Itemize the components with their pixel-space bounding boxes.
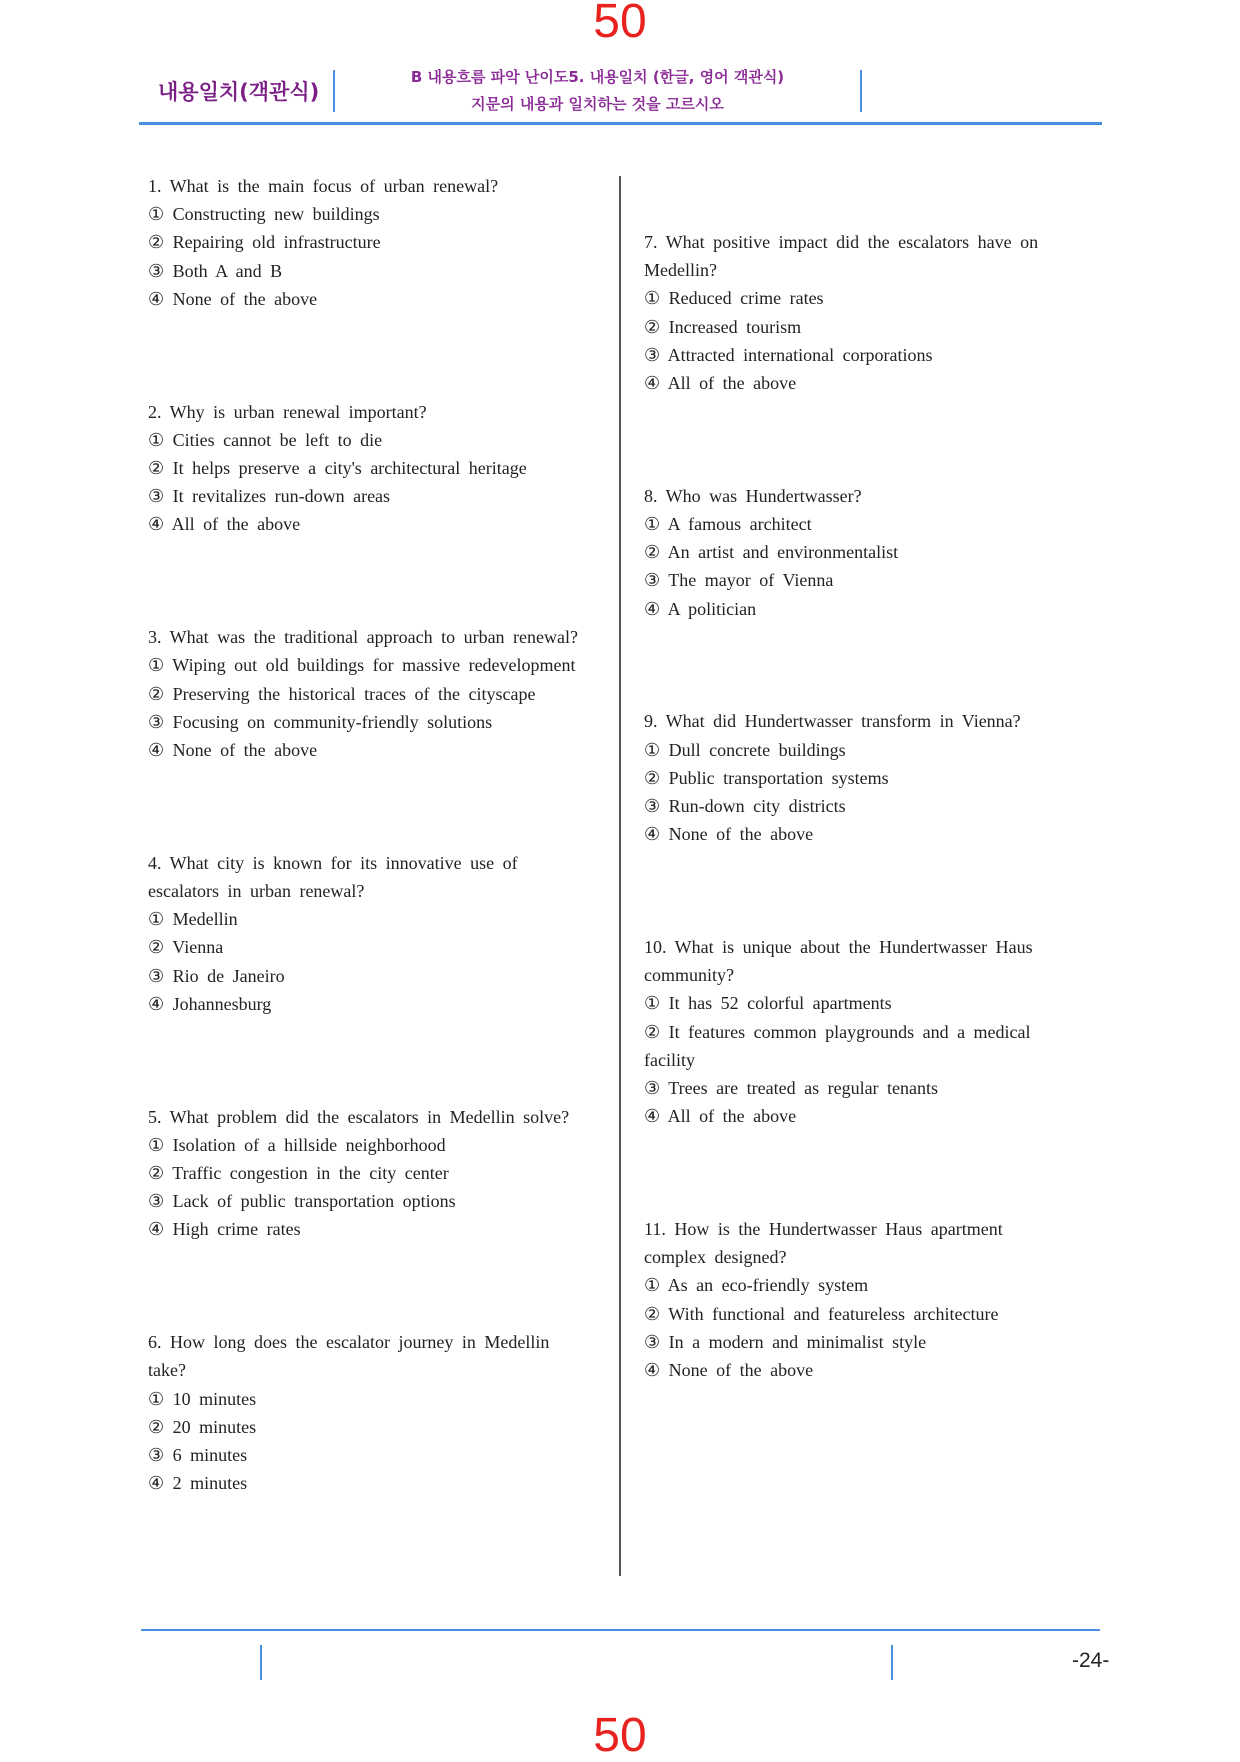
- answer-option: ③ The mayor of Vienna: [644, 570, 834, 591]
- answer-option: ② Increased tourism: [644, 316, 802, 337]
- answer-option: ④ All of the above: [148, 514, 301, 535]
- answer-option: ① A famous architect: [644, 514, 812, 535]
- question-4: [148, 849, 588, 1018]
- answer-option: ④ All of the above: [644, 1106, 797, 1127]
- answer-option: ② Preserving the historical traces of the cityscape: [148, 683, 536, 704]
- footer-divider-right: [891, 1645, 893, 1680]
- answer-option: ② Public transportation systems: [644, 767, 889, 788]
- question-text: 4. What city is known for its innovative use of escalators in urban renewal?: [148, 852, 518, 902]
- answer-option: ② Repairing old infrastructure: [148, 232, 381, 253]
- question-text: 2. Why is urban renewal important?: [148, 401, 427, 422]
- footer-page-label: -24-: [1072, 1649, 1110, 1672]
- answer-option: ② It features common playgrounds and a medical facility: [644, 1021, 1031, 1070]
- answer-option: ④ All of the above: [644, 373, 797, 394]
- header-rule: [139, 122, 1102, 125]
- header-subtitle-line2: 지문의 내용과 일치하는 것을 고르시오: [471, 95, 724, 113]
- right-column: [644, 228, 1064, 1384]
- answer-option: ③ Focusing on community-friendly solutions: [148, 711, 493, 732]
- question-text: 8. Who was Hundertwasser?: [644, 485, 862, 506]
- answer-option: ③ It revitalizes run-down areas: [148, 486, 391, 507]
- answer-option: ① Cities cannot be left to die: [148, 429, 383, 450]
- question-text: 10. What is unique about the Hundertwasser Haus community?: [644, 937, 1033, 986]
- question-9: [644, 707, 1064, 848]
- answer-option: ③ 6 minutes: [148, 1445, 248, 1466]
- question-5: [148, 1103, 588, 1244]
- answer-option: ④ Johannesburg: [148, 993, 272, 1014]
- answer-option: ③ Trees are treated as regular tenants: [644, 1078, 939, 1099]
- answer-option: ① 10 minutes: [148, 1388, 257, 1409]
- question-7: [644, 228, 1064, 397]
- footer-divider-left: [260, 1645, 262, 1680]
- question-text: 6. How long does the escalator journey in Medellin take?: [148, 1332, 550, 1381]
- answer-option: ② Traffic congestion in the city center: [148, 1163, 449, 1184]
- page-number-top: 50: [593, 0, 647, 48]
- answer-option: ③ Attracted international corporations: [644, 344, 933, 365]
- answer-option: ③ Both A and B: [148, 260, 283, 281]
- question-text: 3. What was the traditional approach to urban renewal?: [148, 627, 579, 648]
- answer-option: ① Isolation of a hillside neighborhood: [148, 1134, 446, 1155]
- answer-option: ① Dull concrete buildings: [644, 739, 846, 760]
- question-text: 5. What problem did the escalators in Medellin solve?: [148, 1106, 570, 1127]
- answer-option: ③ Run-down city districts: [644, 796, 846, 817]
- question-text: 11. How is the Hundertwasser Haus apartment complex designed?: [644, 1219, 1003, 1268]
- question-text: 7. What positive impact did the escalators have on Medellin?: [644, 232, 1039, 281]
- section-title: 내용일치(객관식): [158, 80, 320, 104]
- answer-option: ④ High crime rates: [148, 1219, 301, 1240]
- answer-option: ① Medellin: [148, 909, 238, 930]
- answer-option: ① Constructing new buildings: [148, 204, 380, 225]
- right-question-list: [644, 228, 1064, 1384]
- answer-option: ② An artist and environmentalist: [644, 542, 899, 563]
- header-divider-right: [860, 70, 862, 112]
- question-text: 1. What is the main focus of urban renewal?: [148, 176, 499, 196]
- question-3: [148, 623, 588, 764]
- answer-option: ② With functional and featureless architecture: [644, 1303, 999, 1324]
- answer-option: ③ Lack of public transportation options: [148, 1191, 456, 1212]
- question-2: [148, 398, 588, 539]
- answer-option: ① As an eco-friendly system: [644, 1275, 869, 1296]
- question-10: [644, 933, 1064, 1130]
- header-divider-left: [333, 70, 335, 112]
- column-divider: [619, 176, 621, 1576]
- question-1: [148, 172, 588, 313]
- answer-option: ① It has 52 colorful apartments: [644, 993, 892, 1014]
- answer-option: ④ None of the above: [148, 288, 318, 309]
- question-8: [644, 482, 1064, 623]
- question-text: 9. What did Hundertwasser transform in Vienna?: [644, 711, 1021, 732]
- answer-option: ② It helps preserve a city's architectural heritage: [148, 458, 527, 479]
- answer-option: ③ Rio de Janeiro: [148, 965, 285, 986]
- answer-option: ③ In a modern and minimalist style: [644, 1331, 927, 1352]
- footer-rule: [141, 1629, 1100, 1631]
- answer-option: ② Vienna: [148, 937, 224, 958]
- left-column: [148, 172, 588, 1497]
- left-question-list: [148, 172, 588, 1497]
- answer-option: ④ None of the above: [644, 824, 814, 845]
- question-11: [644, 1215, 1064, 1384]
- question-6: [148, 1328, 588, 1497]
- answer-option: ① Wiping out old buildings for massive redevelopment: [148, 655, 576, 676]
- page-number-bottom: 50: [593, 1709, 647, 1762]
- answer-option: ④ None of the above: [644, 1360, 814, 1381]
- answer-option: ④ 2 minutes: [148, 1473, 248, 1494]
- answer-option: ② 20 minutes: [148, 1416, 257, 1437]
- answer-option: ① Reduced crime rates: [644, 288, 824, 309]
- header-subtitle-line1: B 내용흐름 파악 난이도5. 내용일치 (한글, 영어 객관식): [410, 68, 785, 86]
- answer-option: ④ A politician: [644, 598, 757, 619]
- answer-option: ④ None of the above: [148, 740, 318, 761]
